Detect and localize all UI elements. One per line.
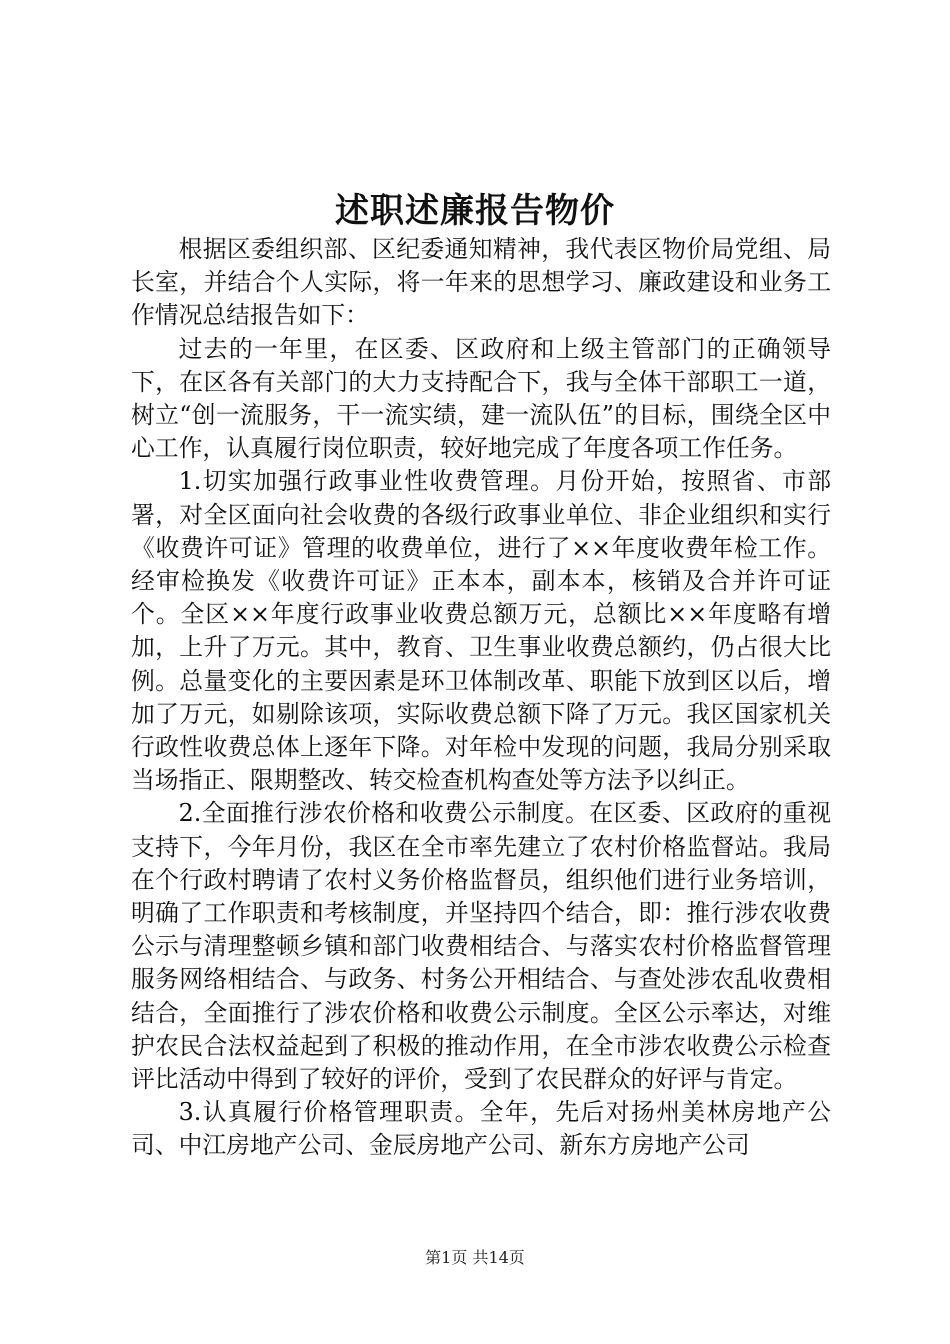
paragraph-overview: 过去的一年里，在区委、区政府和上级主管部门的正确领导下，在区各有关部门的大力支持配合下，我与全体干部职工一道，树立“创一流服务，干一流实绩，建一流队伍”的目标，围绕全区中心工作，认真履行岗位职责，较好地完成了年度各项工作任务。 <box>131 334 831 463</box>
paragraph-item-2: 2.全面推行涉农价格和收费公示制度。在区委、区政府的重视支持下，今年月份，我区在全市率先建立了农村价格监督站。我局在个行政村聘请了农村义务价格监督员，组织他们进行业务培训，明确了工作职责和考核制度，并坚持四个结合，即：推行涉农收费公示与清理整顿乡镇和部门收费相结合、与落实农村价格监督管理服务网络相结合、与政务、村务公开相结合、与查处涉农乱收费相结合，全面推行了涉农价格和收费公示制度。全区公示率达，对维护农民合法权益起到了积极的推动作用，在全市涉农收费公示检查评比活动中得到了较好的评价，受到了农民群众的好评与肯定。 <box>131 799 831 1094</box>
document-title: 述职述廉报告物价 <box>335 191 615 231</box>
document-body <box>131 233 831 1163</box>
paragraph-item-1: 1.切实加强行政事业性收费管理。月份开始，按照省、市部署，对全区面向社会收费的各级行政事业单位、非企业组织和实行《收费许可证》管理的收费单位，进行了××年度收费年检工作。经审检换发《收费许可证》正本本，副本本，核销及合并许可证个。全区××年度行政事业收费总额万元，总额比××年度略有增加，上升了万元。其中，教育、卫生事业收费总额约，仍占很大比例。总量变化的主要因素是环卫体制改革、职能下放到区以后，增加了万元，如剔除该项，实际收费总额下降了万元。我区国家机关行政性收费总体上逐年下降。对年检中发现的问题，我局分别采取当场指正、限期整改、转交检查机构查处等方法予以纠正。 <box>131 467 831 795</box>
paragraph-intro: 根据区委组织部、区纪委通知精神，我代表区物价局党组、局长室，并结合个人实际，将一年来的思想学习、廉政建设和业务工作情况总结报告如下： <box>131 235 831 330</box>
page-number-footer: 第1页 共14页 <box>425 1248 525 1267</box>
paragraph-item-3: 3.认真履行价格管理职责。全年，先后对扬州美林房地产公司、中江房地产公司、金辰房地产公司、新东方房地产公司 <box>131 1098 831 1160</box>
